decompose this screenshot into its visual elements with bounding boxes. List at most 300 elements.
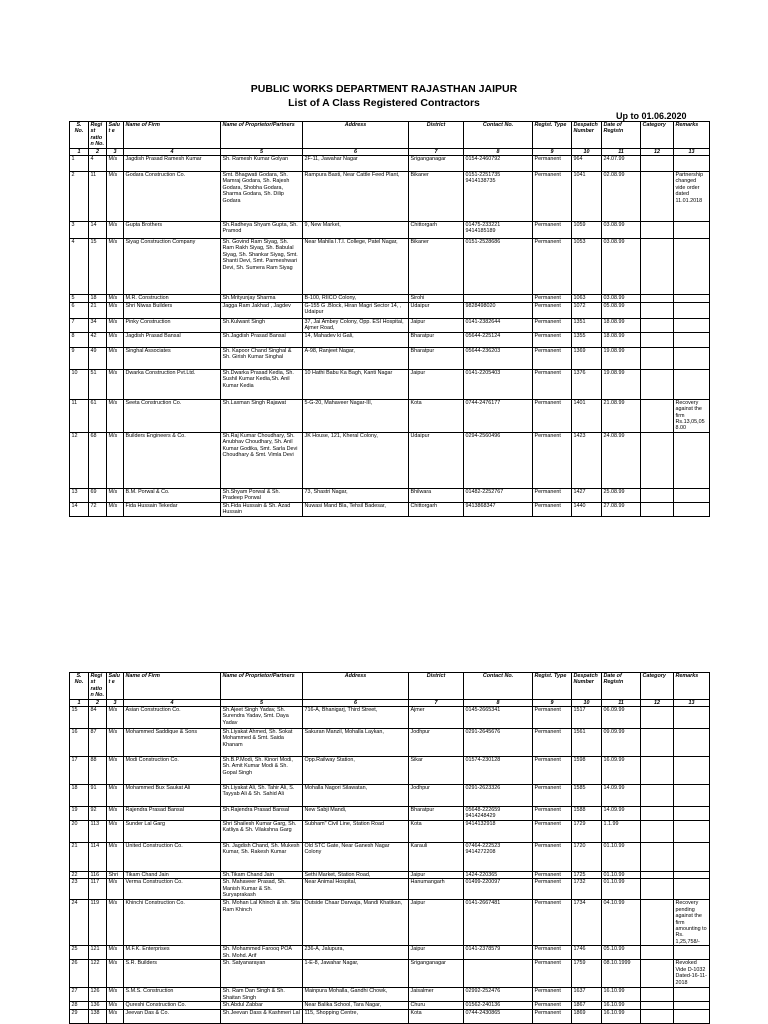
table-cell: Sh. Jagdish Chand, Sh. Mukesh Kumar, Sh. Rakesh Kumar: [221, 843, 303, 872]
table-row: [70, 785, 710, 807]
table-cell: [641, 900, 674, 946]
table-cell: 14: [89, 222, 107, 239]
table-cell: Chittorgarh: [409, 222, 464, 239]
table-cell: [641, 319, 674, 333]
table-cell: Permanent: [533, 785, 572, 807]
table-cell: M/s: [107, 879, 124, 900]
table-cell: 1759: [572, 960, 602, 988]
table-cell: 19.08.99: [602, 369, 641, 399]
table-cell: Permanent: [533, 303, 572, 319]
table-cell: 01.10.99: [602, 872, 641, 879]
table-cell: 01482-2252767: [464, 488, 533, 502]
table-cell: M/s: [107, 332, 124, 347]
table-cell: 08.10.1999: [602, 960, 641, 988]
table-cell: [674, 821, 710, 843]
column-header: Remarks: [674, 673, 710, 700]
table-cell: 24.08.99: [602, 432, 641, 488]
table-cell: 20: [70, 821, 89, 843]
table-cell: Bharatpur: [409, 332, 464, 347]
table-row: [70, 172, 710, 222]
table-cell: 1637: [572, 988, 602, 1002]
table-cell: [641, 960, 674, 988]
table-cell: 1-E-8, Jawahar Nagar,: [303, 960, 409, 988]
column-number: 8: [464, 148, 533, 155]
table-cell: [674, 1002, 710, 1010]
table-cell: Shri: [107, 872, 124, 879]
table-row: [70, 295, 710, 303]
column-number: 13: [674, 148, 710, 155]
table-cell: Sh.Fida Hussain & Sh. Azad Hussain: [221, 502, 303, 516]
table-cell: [641, 156, 674, 172]
table-cell: 29: [70, 1010, 89, 1024]
table-cell: 27.08.99: [602, 502, 641, 516]
table-cell: 1585: [572, 785, 602, 807]
table-cell: Chittorgarh: [409, 502, 464, 516]
table-cell: 122: [89, 960, 107, 988]
table-cell: Permanent: [533, 757, 572, 785]
table-row: [70, 347, 710, 369]
table-cell: Siyag Construction Company: [124, 239, 221, 295]
contractors-table-page-1: [69, 121, 710, 517]
column-header: Salut e: [107, 673, 124, 700]
table-cell: 0141-2382644: [464, 319, 533, 333]
table-cell: [674, 332, 710, 347]
table-cell: 1369: [572, 347, 602, 369]
table-body: [70, 707, 710, 1024]
table-cell: 116: [89, 872, 107, 879]
table-cell: 01475-233221 9414185189: [464, 222, 533, 239]
table-cell: 05.08.99: [602, 303, 641, 319]
table-cell: Rampura Basti, Near Cattle Feed Plant,: [303, 172, 409, 222]
table-cell: Jagga Ram Jakhad , Jagdev: [221, 303, 303, 319]
table-cell: Jaipur: [409, 369, 464, 399]
table-cell: 88: [89, 757, 107, 785]
column-header: S. No.: [70, 673, 89, 700]
table-cell: M/s: [107, 729, 124, 757]
table-cell: Permanent: [533, 432, 572, 488]
table-cell: Builders Engineers & Co.: [124, 432, 221, 488]
table-cell: Mohammed Saddique & Sons: [124, 729, 221, 757]
table-cell: Sh.Raj Kumar Choudhary, Sh. Anubhav Choudhary, Sh. Anil Kumar Godika, Smt. Sarla Devi Choudhary & Smt. Vimla Devi: [221, 432, 303, 488]
table-cell: Pinky Construction: [124, 319, 221, 333]
table-cell: [674, 432, 710, 488]
table-cell: JK House, 121, Kheral Colony,: [303, 432, 409, 488]
column-number: 2: [89, 148, 107, 155]
table-row: [70, 156, 710, 172]
table-row: [70, 488, 710, 502]
document-title: PUBLIC WORKS DEPARTMENT RAJASTHAN JAIPUR: [250, 83, 518, 95]
table-cell: Sh.Kulwant Singh: [221, 319, 303, 333]
table-cell: Sakuran Manzil, Mohalla Laykan,: [303, 729, 409, 757]
table-cell: Sh.Tikam Chand Jain: [221, 872, 303, 879]
column-number: 5: [221, 148, 303, 155]
table-cell: Rajendra Prasad Bansal: [124, 807, 221, 821]
table-cell: Sh. Mahaveer Prasad, Sh. Manish Kumar & Sh. Suryaprakash: [221, 879, 303, 900]
table-cell: Permanent: [533, 807, 572, 821]
table-cell: Near Balika School, Tara Nagar,: [303, 1002, 409, 1010]
table-cell: 25.08.99: [602, 488, 641, 502]
table-cell: 1867: [572, 1002, 602, 1010]
table-cell: Permanent: [533, 319, 572, 333]
table-cell: 113: [89, 821, 107, 843]
table-row: [70, 239, 710, 295]
table-cell: [641, 843, 674, 872]
table-cell: Permanent: [533, 295, 572, 303]
table-cell: M/s: [107, 900, 124, 946]
table-cell: 14, Mahadev ki Gali,: [303, 332, 409, 347]
table-cell: [641, 785, 674, 807]
table-cell: 24.07.99: [602, 156, 641, 172]
table-row: [70, 988, 710, 1002]
table-cell: 1561: [572, 729, 602, 757]
table-row: [70, 946, 710, 960]
table-cell: 0294-2560496: [464, 432, 533, 488]
table-row: [70, 502, 710, 516]
table-cell: Recovery pending against the firm amounting to Rs. 1,25,758/-: [674, 900, 710, 946]
table-cell: 1427: [572, 488, 602, 502]
table-cell: Revoked Vide D-1032 Dated-16-11-2018: [674, 960, 710, 988]
column-header: S. No.: [70, 122, 89, 149]
table-cell: [674, 707, 710, 729]
column-number: 9: [533, 148, 572, 155]
table-cell: M/s: [107, 821, 124, 843]
table-cell: 1598: [572, 757, 602, 785]
table-cell: [641, 432, 674, 488]
table-cell: 18.08.99: [602, 332, 641, 347]
table-cell: M/s: [107, 347, 124, 369]
table-cell: M.R. Construction: [124, 295, 221, 303]
table-cell: 19.08.99: [602, 347, 641, 369]
table-cell: 115, Shopping Centre,: [303, 1010, 409, 1024]
table-cell: S.R. Builders: [124, 960, 221, 988]
table-cell: 17: [70, 757, 89, 785]
table-cell: Kota: [409, 1010, 464, 1024]
table-cell: Sh. Kapoor Chand Singhal & Sh. Girish Kumar Singhal: [221, 347, 303, 369]
table-cell: 18: [70, 785, 89, 807]
table-cell: 1729: [572, 821, 602, 843]
table-cell: 1.1.99: [602, 821, 641, 843]
column-header: Name of Proprietor/Partners: [221, 122, 303, 149]
table-cell: 126: [89, 988, 107, 1002]
table-cell: 73, Shastri Nagar,: [303, 488, 409, 502]
column-number: 3: [107, 148, 124, 155]
table-cell: Bikaner: [409, 172, 464, 222]
table-cell: Sh.Jeevan Dass & Kashmeri Lal: [221, 1010, 303, 1024]
table-cell: [674, 369, 710, 399]
table-cell: 18.08.99: [602, 319, 641, 333]
table-cell: 16: [70, 729, 89, 757]
table-cell: Jaipur: [409, 946, 464, 960]
table-cell: Sh.Laxman Singh Rajawat: [221, 399, 303, 432]
table-cell: 01.10.99: [602, 843, 641, 872]
table-cell: 2: [70, 172, 89, 222]
table-cell: 1588: [572, 807, 602, 821]
table-cell: Udaipur: [409, 303, 464, 319]
column-number: 5: [221, 699, 303, 706]
table-cell: Jaipur: [409, 319, 464, 333]
column-number-row: [70, 148, 710, 155]
table-cell: Permanent: [533, 1002, 572, 1010]
table-row: [70, 1010, 710, 1024]
table-cell: A-98, Ranjeet Nagar,: [303, 347, 409, 369]
column-header-row: [70, 122, 710, 149]
table-cell: Permanent: [533, 988, 572, 1002]
table-cell: 0744-2476177: [464, 399, 533, 432]
table-cell: [641, 303, 674, 319]
table-cell: 61: [89, 399, 107, 432]
column-number: 13: [674, 699, 710, 706]
table-cell: M/s: [107, 432, 124, 488]
table-cell: 9414132918: [464, 821, 533, 843]
table-cell: Godara Construction Co.: [124, 172, 221, 222]
table-cell: 51: [89, 369, 107, 399]
table-cell: 8: [70, 332, 89, 347]
column-header: Regist ration No.: [89, 673, 107, 700]
table-cell: [641, 369, 674, 399]
table-cell: 06.09.99: [602, 707, 641, 729]
table-cell: Jeevan Das & Co.: [124, 1010, 221, 1024]
table-cell: Qureshi Construction Co.: [124, 1002, 221, 1010]
table-cell: M/s: [107, 488, 124, 502]
table-row: [70, 807, 710, 821]
table-cell: [674, 347, 710, 369]
table-cell: Sh.Rajendra Prasad Bansal: [221, 807, 303, 821]
table-cell: Permanent: [533, 332, 572, 347]
table-cell: Partnership changed vide order dated 11.01.2018: [674, 172, 710, 222]
table-cell: [674, 872, 710, 879]
table-cell: Permanent: [533, 239, 572, 295]
table-cell: 15: [89, 239, 107, 295]
table-cell: 37, Jai Ambey Colony, Opp. ESI Hospital, Ajmer Road,: [303, 319, 409, 333]
table-row: [70, 1002, 710, 1010]
table-cell: 01562-240136: [464, 1002, 533, 1010]
table-cell: Permanent: [533, 900, 572, 946]
table-cell: Sh.Jagdish Prasad Bansal: [221, 332, 303, 347]
table-cell: Shri Shailesh Kumar Garg, Sh. Katliya & Sh. Vilakshna Garg: [221, 821, 303, 843]
table-cell: Modi Construction Co.: [124, 757, 221, 785]
table-cell: [674, 807, 710, 821]
column-number: 8: [464, 699, 533, 706]
table-cell: Permanent: [533, 156, 572, 172]
table-cell: Khinchi Construction Co.: [124, 900, 221, 946]
table-cell: [641, 239, 674, 295]
table-cell: 9: [70, 347, 89, 369]
table-cell: 87: [89, 729, 107, 757]
table-cell: 21: [70, 843, 89, 872]
table-cell: 05.10.99: [602, 946, 641, 960]
table-cell: Karauli: [409, 843, 464, 872]
table-cell: 1734: [572, 900, 602, 946]
table-cell: Sh. Mohammed Farooq POA Sh. Mohd. Arif: [221, 946, 303, 960]
table-cell: 26: [70, 960, 89, 988]
table-cell: 72: [89, 502, 107, 516]
table-cell: 28: [70, 1002, 89, 1010]
table-cell: [641, 332, 674, 347]
table-cell: 11: [89, 172, 107, 222]
column-header: Category: [641, 673, 674, 700]
table-cell: [674, 729, 710, 757]
table-row: [70, 900, 710, 946]
contractors-table-page-2: [69, 672, 710, 1024]
table-cell: 7: [70, 319, 89, 333]
table-cell: Permanent: [533, 1010, 572, 1024]
table-cell: 01499-220097: [464, 879, 533, 900]
table-cell: Bharatpur: [409, 807, 464, 821]
table-cell: 03.08.99: [602, 239, 641, 295]
table-cell: Permanent: [533, 707, 572, 729]
table-row: [70, 319, 710, 333]
table-cell: B.M. Porwal & Co.: [124, 488, 221, 502]
table-cell: 138: [89, 1010, 107, 1024]
table-cell: S.M.S. Construction: [124, 988, 221, 1002]
table-cell: 1053: [572, 239, 602, 295]
table-cell: Kota: [409, 821, 464, 843]
table-row: [70, 432, 710, 488]
column-header: Name of Firm: [124, 673, 221, 700]
table-cell: Permanent: [533, 172, 572, 222]
column-number: 11: [602, 699, 641, 706]
table-cell: 12: [70, 432, 89, 488]
column-number: 1: [70, 148, 89, 155]
table-cell: 09.09.99: [602, 729, 641, 757]
table-cell: 01574-230128: [464, 757, 533, 785]
table-row: [70, 729, 710, 757]
table-cell: Sh.Ajeet Singh Yadav, Sh. Surendra Yadav, Smt. Daya Yadav: [221, 707, 303, 729]
table-cell: 1725: [572, 872, 602, 879]
table-cell: Permanent: [533, 222, 572, 239]
table-cell: 07464-222523 9414272208: [464, 843, 533, 872]
table-cell: 27: [70, 988, 89, 1002]
table-row: [70, 222, 710, 239]
table-cell: Recovery against the firm Rs.13,05,058.00: [674, 399, 710, 432]
table-row: [70, 399, 710, 432]
table-cell: [674, 488, 710, 502]
table-cell: Near Mahila I.T.I. College, Patel Nagar,: [303, 239, 409, 295]
table-cell: 1517: [572, 707, 602, 729]
column-number: 1: [70, 699, 89, 706]
table-cell: Sh.Shyam Porwal & Sh. Pradeep Porwal: [221, 488, 303, 502]
table-cell: 4: [70, 239, 89, 295]
table-cell: 0141-2667481: [464, 900, 533, 946]
table-cell: Seeta Construction Co.: [124, 399, 221, 432]
table-cell: 84: [89, 707, 107, 729]
table-cell: 02.08.99: [602, 172, 641, 222]
table-cell: Near Animal Hospital,: [303, 879, 409, 900]
table-cell: 16.10.99: [602, 988, 641, 1002]
table-cell: 1355: [572, 332, 602, 347]
column-header-row: [70, 673, 710, 700]
table-cell: 0744-2430865: [464, 1010, 533, 1024]
document-subtitle: List of A Class Registered Contractors: [288, 97, 480, 109]
table-header: [70, 122, 710, 156]
table-body: [70, 156, 710, 517]
table-cell: M/s: [107, 239, 124, 295]
table-cell: Sh.Mrityunjay Sharma: [221, 295, 303, 303]
column-number: 4: [124, 148, 221, 155]
table-cell: M/s: [107, 785, 124, 807]
table-cell: Permanent: [533, 821, 572, 843]
table-cell: M.F.K. Enterprises: [124, 946, 221, 960]
table-row: [70, 757, 710, 785]
table-cell: 3: [70, 222, 89, 239]
table-cell: 0154-2460792: [464, 156, 533, 172]
table-cell: [674, 239, 710, 295]
table-cell: 1720: [572, 843, 602, 872]
table-cell: 25: [70, 946, 89, 960]
table-cell: 15: [70, 707, 89, 729]
table-cell: Sikar: [409, 757, 464, 785]
table-cell: G-155 G .Block, Hiran Magri Sector 14, , Udaipur: [303, 303, 409, 319]
table-cell: M/s: [107, 946, 124, 960]
column-header: Regist ration No.: [89, 122, 107, 149]
table-cell: 01.10.99: [602, 879, 641, 900]
table-cell: 10 Hathi Babu Ka Bagh, Kanti Nagar: [303, 369, 409, 399]
table-cell: 0141-2378579: [464, 946, 533, 960]
table-cell: Sethi Market, Station Road,: [303, 872, 409, 879]
table-cell: Sh.Abdul Zabbar: [221, 1002, 303, 1010]
table-cell: [674, 1010, 710, 1024]
column-number-row: [70, 699, 710, 706]
column-header: Contact No.: [464, 673, 533, 700]
table-row: [70, 369, 710, 399]
table-cell: Sh. Ramesh Kumar Golyan: [221, 156, 303, 172]
table-cell: [641, 821, 674, 843]
table-cell: 03.08.99: [602, 222, 641, 239]
table-cell: [641, 399, 674, 432]
table-cell: Old STC Gate, Near Ganesh Nagar Colony: [303, 843, 409, 872]
table-cell: Permanent: [533, 729, 572, 757]
column-header: Date of Registn: [602, 673, 641, 700]
column-number: 10: [572, 148, 602, 155]
table-cell: Ajmer: [409, 707, 464, 729]
table-cell: 1376: [572, 369, 602, 399]
table-cell: 1424-220365: [464, 872, 533, 879]
table-cell: Hanumangarh: [409, 879, 464, 900]
table-cell: Opp.Railway Station,: [303, 757, 409, 785]
table-cell: Sh. Ram Dan Singh & Sh. Shaitan Singh: [221, 988, 303, 1002]
table-cell: [641, 946, 674, 960]
table-cell: 9, New Market,: [303, 222, 409, 239]
table-cell: Sriganganagar: [409, 156, 464, 172]
table-cell: Sh.B.P.Modi, Sh. Kinori Modi, Sh. Amit Kumar Modi & Sh. Gopal Singh: [221, 757, 303, 785]
table-cell: [674, 222, 710, 239]
table-cell: Sh.Liyakat Ali, Sh. Tahir Ali, S. Tayyab Ali & Sh. Sahid Ali: [221, 785, 303, 807]
table-cell: 23: [70, 879, 89, 900]
table-cell: Bharatpur: [409, 347, 464, 369]
column-number: 4: [124, 699, 221, 706]
table-row: [70, 303, 710, 319]
table-cell: Permanent: [533, 872, 572, 879]
table-cell: M/s: [107, 1010, 124, 1024]
column-number: 10: [572, 699, 602, 706]
table-cell: Sh.Radheya Shyam Gupta, Sh. Pramod: [221, 222, 303, 239]
table-cell: 0141-2205403: [464, 369, 533, 399]
table-cell: [674, 319, 710, 333]
table-cell: Permanent: [533, 879, 572, 900]
column-header: Address: [303, 122, 409, 149]
table-cell: 964: [572, 156, 602, 172]
table-cell: [641, 807, 674, 821]
table-cell: B-100, RIICO Colony,: [303, 295, 409, 303]
table-header: [70, 673, 710, 707]
table-cell: 1072: [572, 303, 602, 319]
table-cell: [674, 295, 710, 303]
table-cell: 68: [89, 432, 107, 488]
table-cell: [674, 502, 710, 516]
table-cell: Permanent: [533, 502, 572, 516]
table-cell: 91: [89, 785, 107, 807]
table-cell: 92: [89, 807, 107, 821]
